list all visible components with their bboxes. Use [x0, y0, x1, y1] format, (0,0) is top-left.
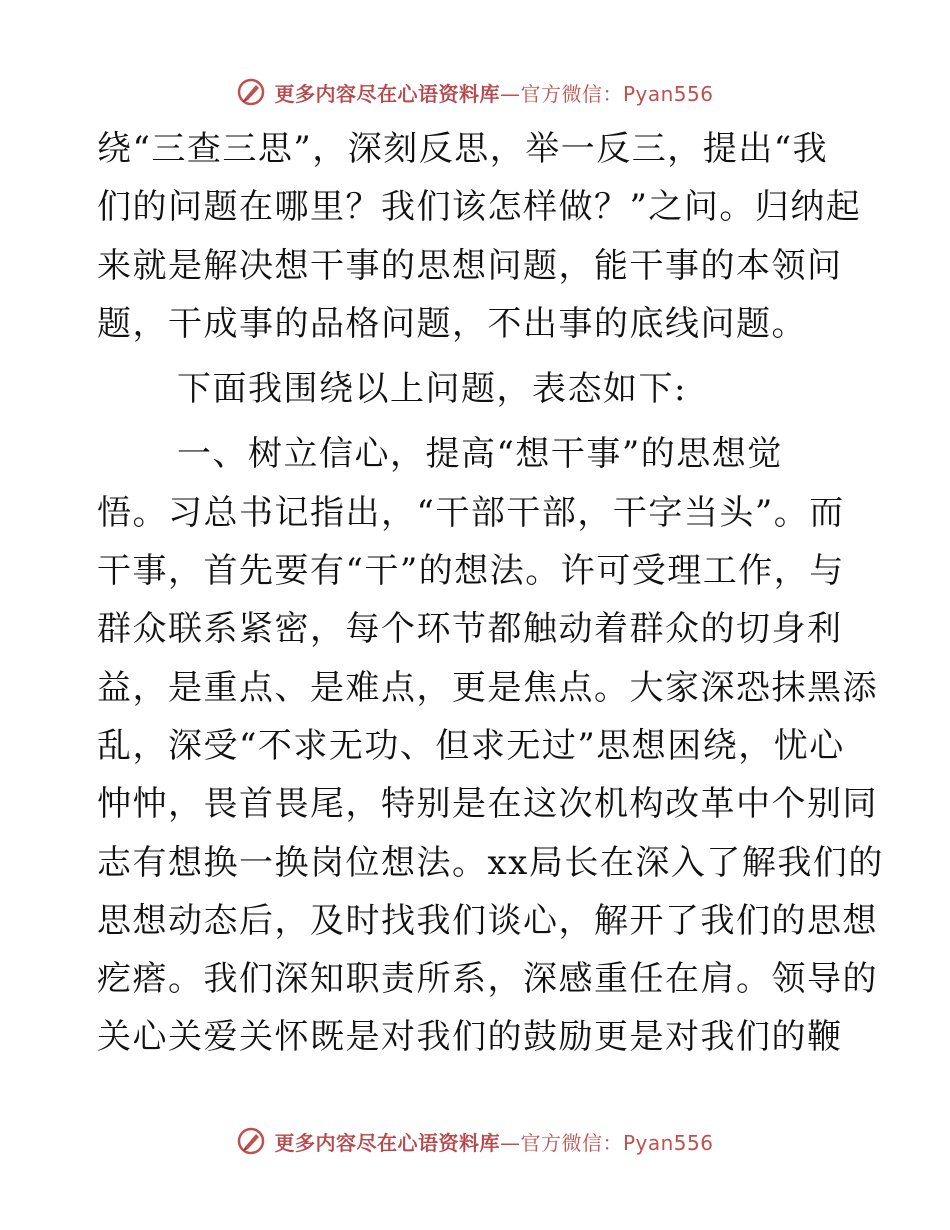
text-line: 题，干成事的品格问题，不出事的底线问题。	[97, 303, 807, 344]
watermark-text: 更多内容尽在心语资料库—官方微信：Pyan556	[274, 81, 714, 106]
text-line: 疙瘩。我们深知职责所系，深感重任在肩。领导的	[97, 959, 878, 1000]
text-line: 下面我围绕以上问题，表态如下:	[177, 369, 687, 410]
text-line: 乱，深受“不求无功、但求无过”思想困绕，忧心	[97, 725, 845, 766]
text-line: 忡忡，畏首畏尾，特别是在这次机构改革中个别同	[97, 784, 878, 825]
footer-watermark	[0, 1119, 950, 1163]
text-line: 群众联系紧密，每个环节都触动着群众的切身利	[97, 609, 843, 650]
paragraph	[97, 120, 862, 353]
document-body	[97, 120, 884, 1067]
text-line: 们的问题在哪里？我们该怎样做？”之问。归纳起	[97, 187, 862, 228]
text-line: 干事，首先要有“干”的想法。许可受理工作，与	[97, 551, 845, 592]
text-line: 志有想换一换岗位想法。xx局长在深入了解我们的	[97, 842, 884, 883]
watermark-text: 更多内容尽在心语资料库—官方微信：Pyan556	[274, 1130, 714, 1155]
text-line: 关心关爱关怀既是对我们的鼓励更是对我们的鞭	[97, 1017, 843, 1058]
paragraph	[97, 484, 884, 1067]
pen-logo-icon	[236, 77, 266, 107]
text-line: 绕“三查三思”，深刻反思，举一反三，提出“我	[97, 129, 829, 169]
text-line: 来就是解决想干事的思想问题，能干事的本领问	[97, 245, 843, 286]
text-line: 一、树立信心，提高“想干事”的思想觉	[177, 434, 783, 475]
pen-logo-icon	[236, 1126, 266, 1156]
header-watermark	[0, 70, 950, 114]
paragraph	[97, 360, 857, 418]
section-heading	[97, 425, 857, 483]
text-line: 悟。习总书记指出，“干部干部，干字当头”。而	[97, 492, 845, 533]
text-line: 益，是重点、是难点，更是焦点。大家深恐抹黑添	[97, 667, 878, 708]
text-line: 思想动态后，及时找我们谈心，解开了我们的思想	[97, 900, 878, 941]
